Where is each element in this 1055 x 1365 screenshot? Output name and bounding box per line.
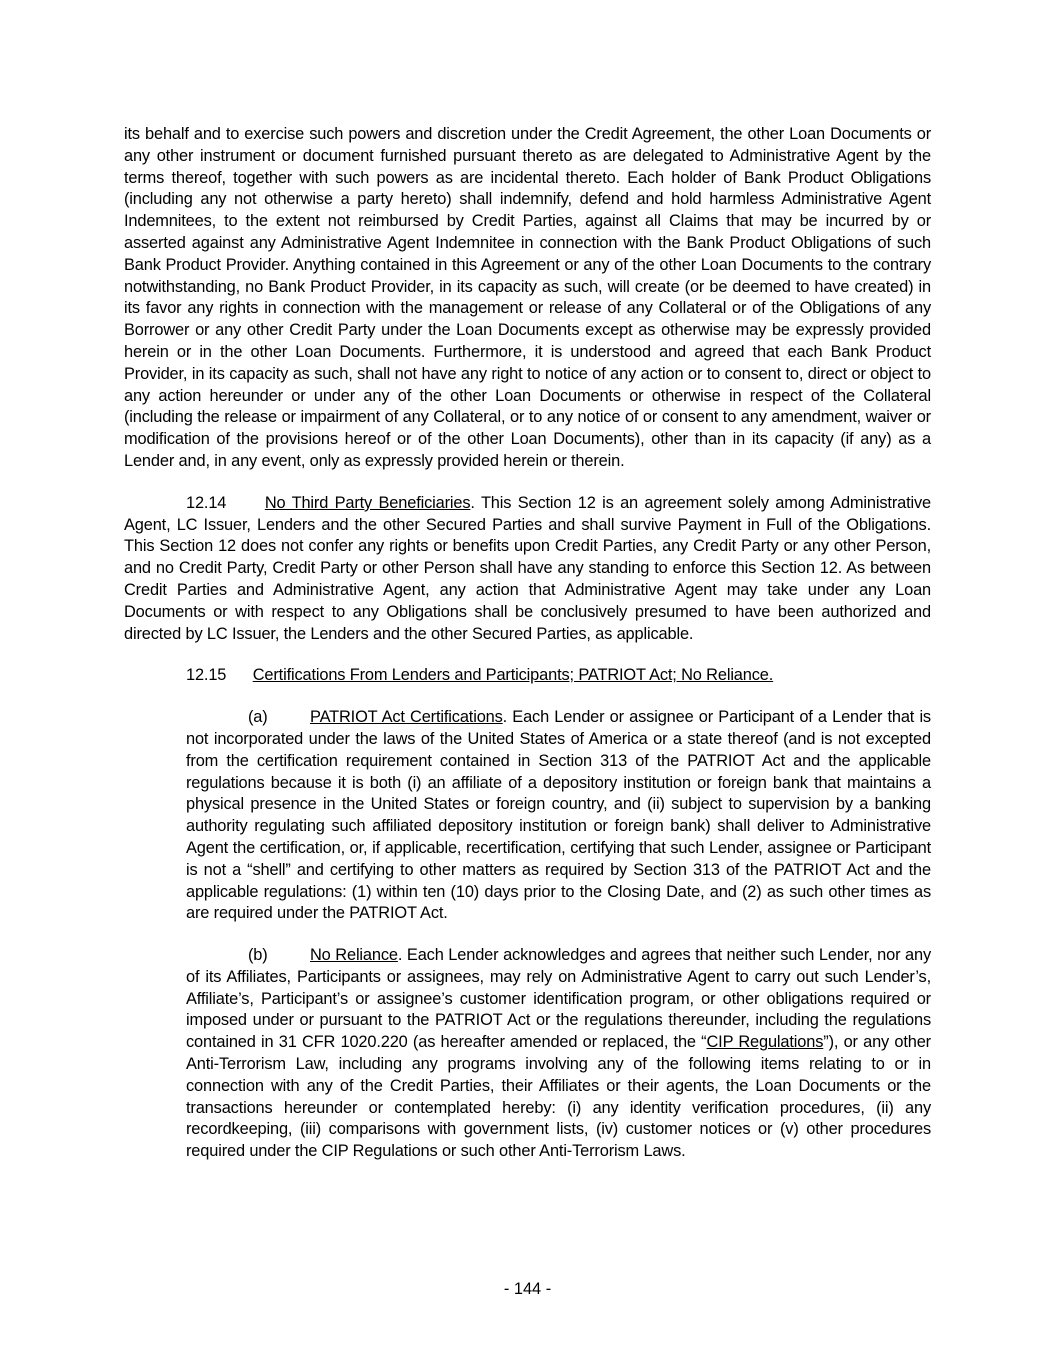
- section-12-14-body: . This Section 12 is an agreement solely among Administrative Agent, LC Issuer, Lenders and the other Secured Parties and shall survive Payment in Full of the Obligations. This Section 12 does not confer any rights or benefits upon Credit Parties, any Credit Party or any other Person, and no Credit Party, Credit Party or other Person shall have any standing to enforce this Section 12. As between Credit Parties and Administrative Agent, any action that Administrative Agent may take under any Loan Documents or with respect to any Obligations shall be conclusively presumed to have been authorized and directed by LC Issuer, the Lenders and the other Secured Parties, as applicable.: [124, 493, 931, 643]
- subsection-a-body: . Each Lender or assignee or Participant of a Lender that is not incorporated under the laws of the United States of America or a state thereof (and is not excepted from the certification requirement contained in Section 313 of the PATRIOT Act and the applicable regulations because it is both (i) an affiliate of a depository institution or foreign bank that maintains a physical presence in the United States or foreign country, and (ii) subject to supervision by a banking authority regulating such affiliated depository institution or foreign bank) shall deliver to Administrative Agent the certification, or, if applicable, recertification, certifying that such Lender, assignee or Participant is not a “shell” and certifying to other matters as required by Section 313 of the PATRIOT Act and the applicable regulations: (1) within ten (10) days prior to the Closing Date, and (2) as such other times as are required under the PATRIOT Act.: [186, 708, 931, 923]
- page-number: - 144 -: [503, 1280, 552, 1298]
- section-12-14-title: No Third Party Beneficiaries: [264, 493, 471, 512]
- subsection-a-label: (a): [248, 708, 268, 727]
- subsection-b-label: (b): [248, 946, 268, 965]
- subsection-b-body-part2: ”), or any other Anti-Terrorism Law, including any programs involving any of the following items relating to or in connection with any of the Credit Parties, their Affiliates or their agents, the Loan Documents or the transactions hereunder or contemplated hereby: (i) any identity verification procedures, (ii) any recordkeeping, (iii) comparisons with government lists, (iv) customer notices or (v) other procedures required under the CIP Regulations or such other Anti-Terrorism Laws.: [186, 1033, 931, 1161]
- section-12-14-number: 12.14: [186, 493, 227, 512]
- subsection-b: [186, 945, 931, 1163]
- section-12-15-title: Certifications From Lenders and Participants; PATRIOT Act; No Reliance.: [252, 666, 774, 685]
- subsection-a-title: PATRIOT Act Certifications: [310, 708, 503, 727]
- subsection-a: [186, 707, 931, 925]
- intro-paragraph: its behalf and to exercise such powers and discretion under the Credit Agreement, the other Loan Documents or any other instrument or document furnished pursuant thereto as are delegated to Administrative Agent by the terms thereof, together with such powers as are incidental thereto. Each holder of Bank Product Obligations (including any not otherwise a party hereto) shall indemnify, defend and hold harmless Administrative Agent Indemnitees, to the extent not reimbursed by Credit Parties, against all Claims that may be incurred by or asserted against any Administrative Agent Indemnitee in connection with the Bank Product Obligations of such Bank Product Provider. Anything contained in this Agreement or any of the other Loan Documents to the contrary notwithstanding, no Bank Product Provider, in its capacity as such, will create (or be deemed to have created) in its favor any rights in connection with the management or release of any Collateral or of the Obligations of any Borrower or any other Credit Party under the Loan Documents except as otherwise may be expressly provided herein or in the other Loan Documents. Furthermore, it is understood and agreed that each Bank Product Provider, in its capacity as such, shall not have any right to notice of any action or to consent to, direct or object to any action hereunder or under any of the other Loan Documents or otherwise in respect of the Collateral (including the release or impairment of any Collateral, or to any notice of or consent to any amendment, waiver or modification of the provisions hereof or of the other Loan Documents), other than in its capacity (if any) as a Lender and, in any event, only as expressly provided herein or therein.: [124, 125, 931, 470]
- section-12-15-number: 12.15: [186, 666, 227, 685]
- cip-regulations-term: CIP Regulations: [706, 1033, 824, 1052]
- section-12-15-heading: [124, 665, 931, 687]
- subsection-b-body-part1: . Each Lender acknowledges and agrees that neither such Lender, nor any of its Affiliates, Participants or assignees, may rely on Administrative Agent to carry out such Lender’s, Affiliate’s, Participant’s or assignee’s customer identification program, or other obligations required or imposed under or pursuant to the PATRIOT Act or the regulations thereunder, including the regulations contained in 31 CFR 1020.220 (as hereafter amended or replaced, the “: [186, 946, 932, 1052]
- subsection-b-title: No Reliance: [310, 946, 398, 965]
- document-page: [124, 124, 931, 1163]
- section-12-14: [124, 493, 931, 646]
